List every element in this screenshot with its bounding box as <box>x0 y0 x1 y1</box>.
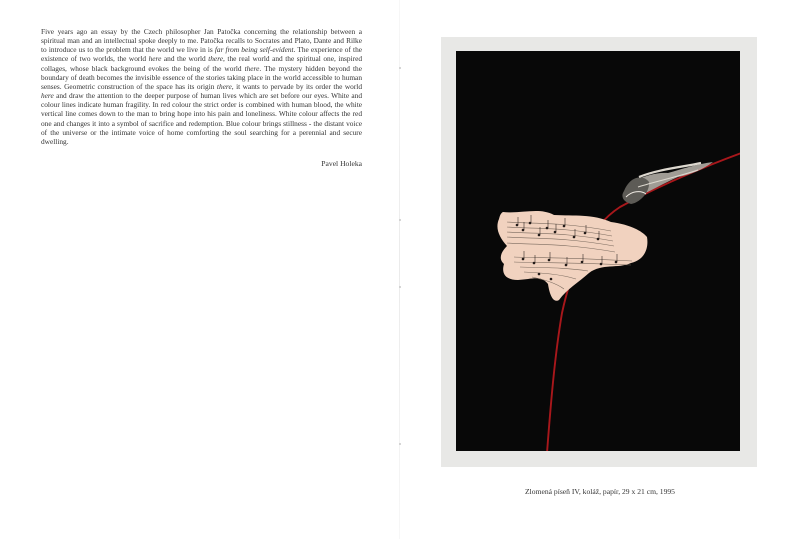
essay-paragraph <box>41 27 362 146</box>
author-signature: Pavel Holeka <box>321 159 362 168</box>
collage-artwork <box>456 51 740 451</box>
page-mark <box>399 443 401 445</box>
page-mark <box>399 219 401 221</box>
right-page <box>400 0 800 539</box>
essay-text-segment: , it wants to pervade by its order the world <box>231 81 362 91</box>
essay-italic-emphasis: there <box>216 81 232 91</box>
essay-italic-emphasis: there <box>244 63 260 73</box>
page-mark <box>399 286 401 288</box>
essay-text <box>41 27 362 146</box>
essay-italic-emphasis: there <box>208 54 224 64</box>
figure-caption: Zlomená píseň IV, koláž, papír, 29 x 21 cm, 1995 <box>525 487 675 496</box>
essay-text-segment: and draw the attention to the deeper purpose of human lives which are set before our eyes. White and colour lines indicate human fragility. In red colour the strict order is combined with human blood, the white vertical line comes down to the man to bring hope into his pain and loneliness. White colour affects the red one and changes it into a symbol of sacrifice and redemption. Blue colour brings stillness - the distant voice of the universe or the intimate voice of home comforting the soul searching for a perennial and secure dwelling. <box>41 91 362 146</box>
essay-text-segment: . The experience of the existence of two worlds, the world <box>41 45 362 64</box>
essay-italic-emphasis: here <box>148 54 162 64</box>
essay-text-segment: . The mystery hidden beyond the boundary of death becomes the invisible essence of the stories taking place in the world accessible to human senses. Geometric construction of the space has its origin <box>41 63 362 91</box>
essay-text-segment: Five years ago an essay by the Czech philosopher Jan Patočka concerning the relationship between a spiritual man and an intellectual spoke deeply to me. Patočka recalls to Socrates and Plato, Dante and Rilke to introduce us to the problem that the world we live in is <box>41 27 362 55</box>
essay-text-segment: , the real world and the spiritual one, inspired collages, whose black background evokes the being of the world <box>41 54 362 73</box>
essay-text-segment: and the world <box>161 54 209 64</box>
page-mark <box>399 67 401 69</box>
essay-italic-emphasis: here <box>41 91 54 101</box>
collage-svg <box>456 51 740 451</box>
essay-italic-emphasis: far from being self-evident <box>214 45 294 55</box>
left-page <box>0 0 399 539</box>
